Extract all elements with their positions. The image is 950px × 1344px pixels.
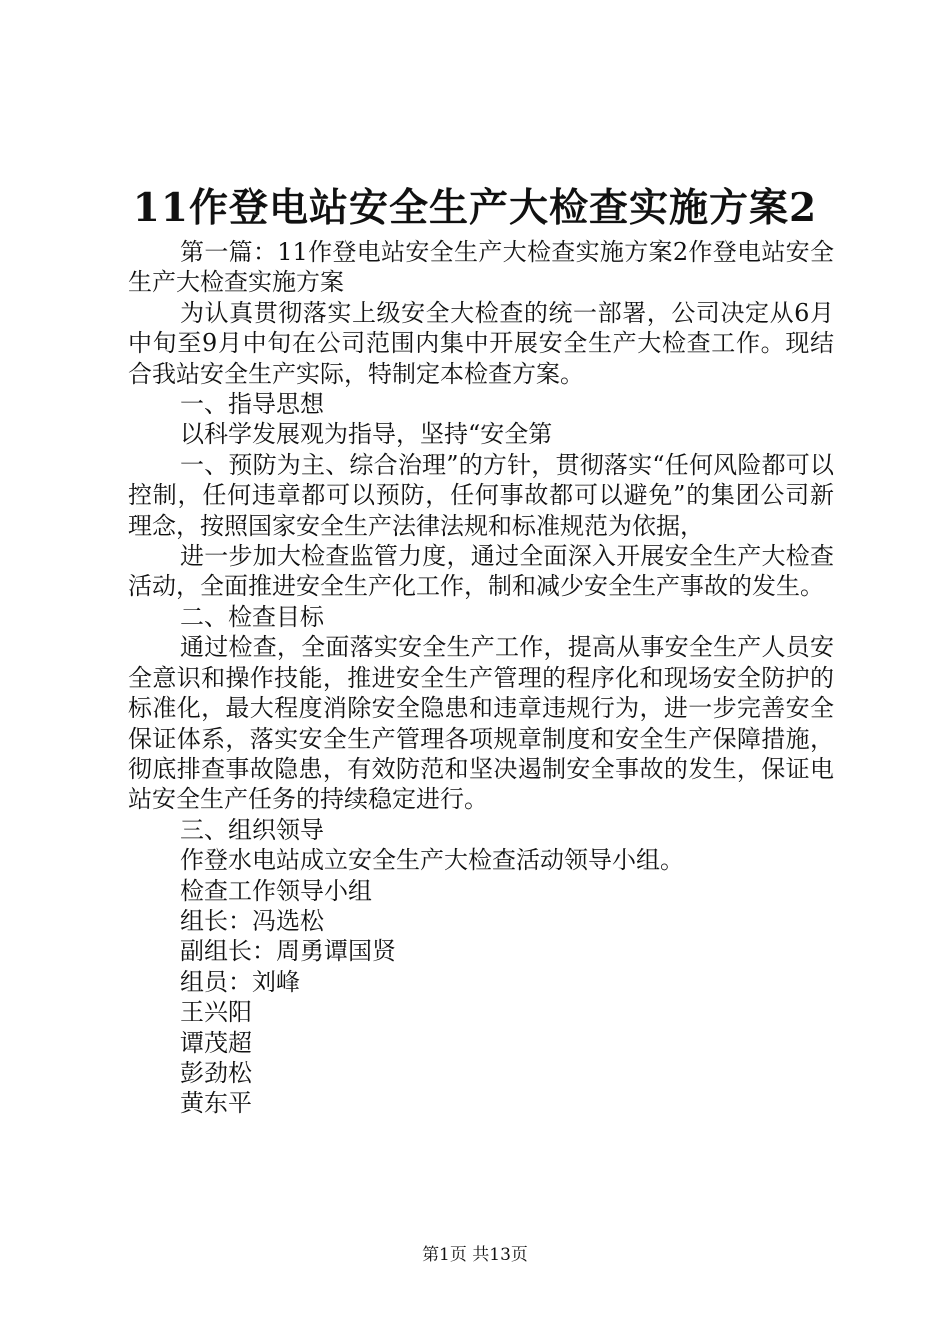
list-item: 组员：刘峰 xyxy=(180,967,300,996)
document-body xyxy=(128,237,834,1119)
paragraph: 为认真贯彻落实上级安全大检查的统一部署，公司决定从6月中旬至9月中旬在公司范围内集中开展安全生产大检查工作。现结合我站安全生产实际，特制定本检查方案。 xyxy=(128,298,834,388)
list-item: 彭劲松 xyxy=(180,1058,252,1087)
paragraph: 以科学发展观为指导，坚持“安全第 xyxy=(180,420,553,449)
list-item: 王兴阳 xyxy=(180,998,252,1027)
paragraph: 进一步加大检查监管力度，通过全面深入开展安全生产大检查活动，全面推进安全生产化工作，制和减少安全生产事故的发生。 xyxy=(128,542,834,601)
list-item: 组长：冯选松 xyxy=(180,906,324,935)
section-heading: 一、指导思想 xyxy=(180,390,324,419)
list-item: 副组长：周勇谭国贤 xyxy=(180,937,396,966)
list-item: 谭茂超 xyxy=(180,1028,252,1057)
paragraph: 通过检查，全面落实安全生产工作，提高从事安全生产人员安全意识和操作技能，推进安全生产管理的程序化和现场安全防护的标准化，最大程度消除安全隐患和违章违规行为，进一步完善安全保证体系，落实安全生产管理各项规章制度和安全生产保障措施，彻底排查事故隐患，有效防范和坚决遏制安全事故的发生，保证电站安全生产任务的持续稳定进行。 xyxy=(128,633,834,814)
document-title: 11作登电站安全生产大检查实施方案2 xyxy=(132,185,818,231)
section-heading: 二、检查目标 xyxy=(180,602,324,631)
list-item: 检查工作领导小组 xyxy=(180,876,372,905)
paragraph: 作登水电站成立安全生产大检查活动领导小组。 xyxy=(180,846,684,875)
list-item: 黄东平 xyxy=(180,1089,252,1118)
section-heading: 三、组织领导 xyxy=(180,815,324,844)
paragraph: 一、预防为主、综合治理”的方针，贯彻落实“任何风险都可以控制，任何违章都可以预防，任何事故都可以避免”的集团公司新理念，按照国家安全生产法律法规和标准规范为依据， xyxy=(128,450,834,540)
paragraph: 第一篇：11作登电站安全生产大检查实施方案2作登电站安全生产大检查实施方案 xyxy=(128,238,834,297)
page-footer: 第1页 共13页 xyxy=(422,1245,528,1265)
